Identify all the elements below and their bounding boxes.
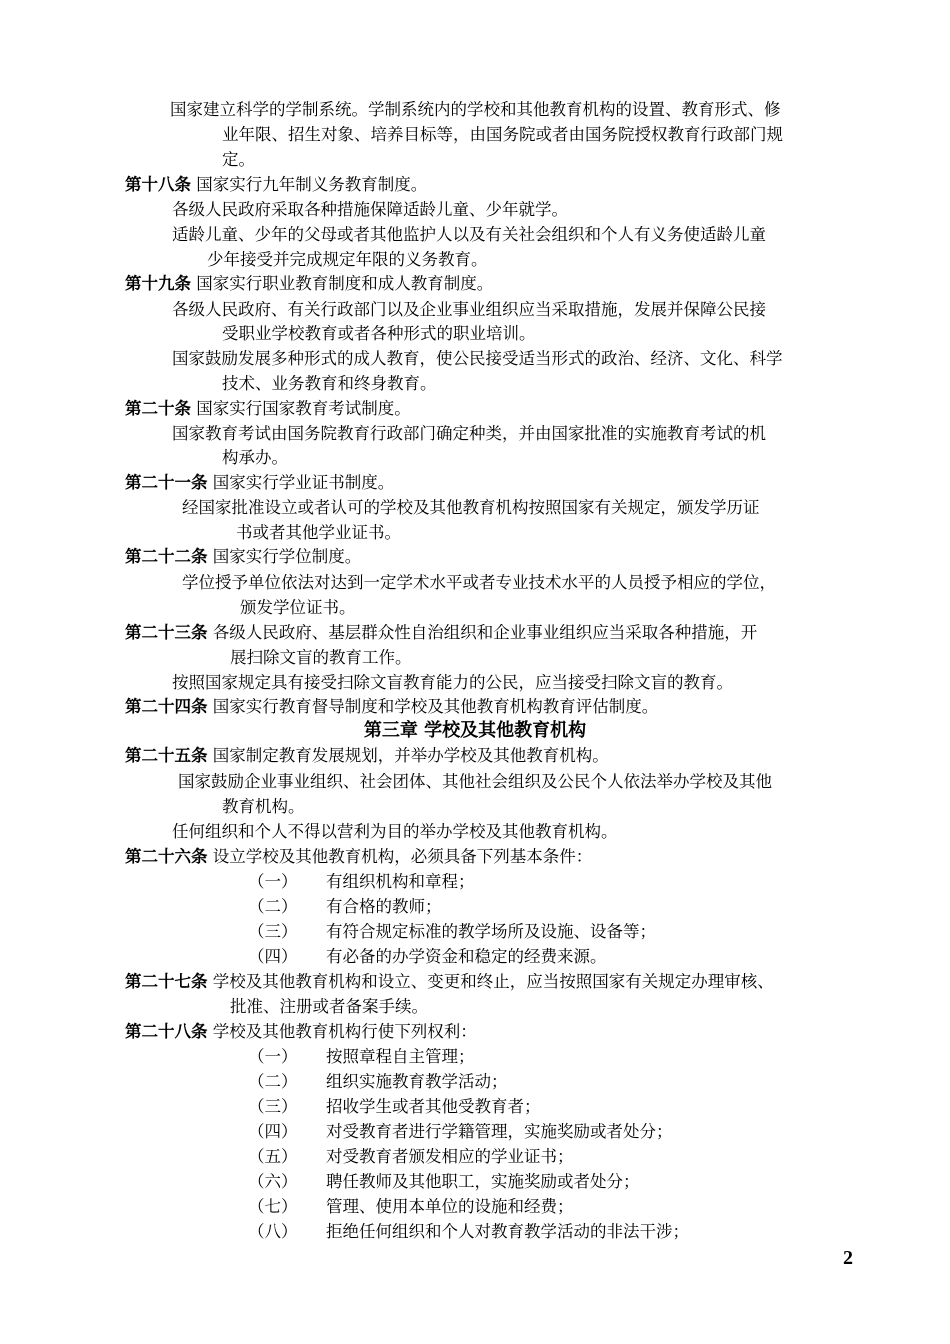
article-heading: 第二十条 — [125, 399, 191, 418]
paragraph-line: 少年接受并完成规定年限的义务教育。 — [207, 250, 488, 269]
article-heading: 第二十七条 — [125, 972, 208, 991]
list-number: （二） — [248, 1072, 298, 1091]
list-text: 有必备的办学资金和稳定的经费来源。 — [326, 947, 607, 966]
paragraph-line: 构承办。 — [222, 448, 288, 467]
article-text: 国家实行教育督导制度和学校及其他教育机构教育评估制度。 — [212, 697, 659, 716]
list-text: 聘任教师及其他职工，实施奖励或者处分； — [326, 1172, 640, 1191]
article-text: 学校及其他教育机构行使下列权利： — [212, 1022, 477, 1041]
article-heading: 第二十五条 — [125, 746, 208, 765]
article-text: 国家实行九年制义务教育制度。 — [196, 175, 428, 194]
paragraph-line: 按照国家规定具有接受扫除文盲教育能力的公民，应当接受扫除文盲的教育。 — [172, 673, 733, 692]
list-number: （五） — [248, 1147, 298, 1166]
article-heading: 第二十四条 — [125, 697, 208, 716]
article-text: 各级人民政府、基层群众性自治组织和企业事业组织应当采取各种措施，开 — [212, 623, 758, 642]
list-item — [248, 1095, 541, 1119]
list-text: 管理、使用本单位的设施和经费； — [326, 1197, 574, 1216]
article-heading: 第二十八条 — [125, 1022, 208, 1041]
list-text: 招收学生或者其他受教育者； — [326, 1097, 541, 1116]
article-heading: 第二十二条 — [125, 547, 208, 566]
list-number: （三） — [248, 922, 298, 941]
list-item — [248, 1120, 673, 1144]
paragraph-line: 任何组织和个人不得以营利为目的举办学校及其他教育机构。 — [172, 822, 618, 841]
list-number: （四） — [248, 947, 298, 966]
list-number: （七） — [248, 1197, 298, 1216]
list-item — [248, 895, 442, 919]
article-heading: 第二十一条 — [125, 473, 208, 492]
list-number: （一） — [248, 1047, 298, 1066]
list-text: 组织实施教育教学活动； — [326, 1072, 508, 1091]
paragraph-line: 教育机构。 — [222, 797, 305, 816]
list-item — [248, 945, 607, 969]
article-20 — [125, 397, 411, 421]
paragraph-line: 经国家批准设立或者认可的学校及其他教育机构按照国家有关规定，颁发学历证 — [182, 498, 760, 517]
paragraph-line: 国家教育考试由国务院教育行政部门确定种类，并由国家批准的实施教育考试的机 — [172, 424, 766, 443]
article-heading: 第十九条 — [125, 274, 191, 293]
article-22 — [125, 545, 361, 569]
article-21 — [125, 471, 394, 495]
list-item — [248, 1070, 508, 1094]
chapter-title: 第三章 学校及其他教育机构 — [363, 720, 587, 741]
paragraph-line: 颁发学位证书。 — [240, 598, 356, 617]
paragraph-line: 学位授予单位依法对达到一定学术水平或者专业技术水平的人员授予相应的学位， — [182, 573, 776, 592]
paragraph-line: 各级人民政府、有关行政部门以及企业事业组织应当采取措施，发展并保障公民接 — [172, 300, 766, 319]
list-number: （三） — [248, 1097, 298, 1116]
article-text: 国家制定教育发展规划，并举办学校及其他教育机构。 — [212, 746, 609, 765]
paragraph-line: 适龄儿童、少年的父母或者其他监护人以及有关社会组织和个人有义务使适龄儿童 — [172, 225, 766, 244]
article-26 — [125, 845, 592, 869]
list-item — [248, 870, 475, 894]
list-number: （四） — [248, 1122, 298, 1141]
paragraph-line: 受职业学校教育或者各种形式的职业培训。 — [222, 324, 536, 343]
article-text: 国家实行学业证书制度。 — [212, 473, 395, 492]
list-item — [248, 1045, 475, 1069]
article-25 — [125, 744, 609, 768]
list-text: 有组织机构和章程； — [326, 872, 475, 891]
list-text: 有符合规定标准的教学场所及设施、设备等； — [326, 922, 656, 941]
paragraph-line: 定。 — [222, 150, 255, 169]
list-item — [248, 1220, 689, 1244]
article-27 — [125, 970, 774, 994]
paragraph-line: 国家建立科学的学制系统。学制系统内的学校和其他教育机构的设置、教育形式、修 — [170, 100, 781, 119]
list-number: （二） — [248, 897, 298, 916]
paragraph-line: 业年限、招生对象、培养目标等，由国务院或者由国务院授权教育行政部门规 — [222, 125, 783, 144]
list-text: 对受教育者进行学籍管理，实施奖励或者处分； — [326, 1122, 673, 1141]
list-text: 拒绝任何组织和个人对教育教学活动的非法干涉； — [326, 1222, 689, 1241]
article-19 — [125, 272, 493, 296]
paragraph-line: 技术、业务教育和终身教育。 — [222, 374, 437, 393]
list-item — [248, 1170, 640, 1194]
article-text: 国家实行学位制度。 — [212, 547, 362, 566]
article-text: 国家实行国家教育考试制度。 — [196, 399, 411, 418]
paragraph-line: 国家鼓励发展多种形式的成人教育，使公民接受适当形式的政治、经济、文化、科学 — [172, 349, 783, 368]
list-text: 按照章程自主管理； — [326, 1047, 475, 1066]
article-heading: 第十八条 — [125, 175, 191, 194]
list-text: 对受教育者颁发相应的学业证书； — [326, 1147, 574, 1166]
list-number: （六） — [248, 1172, 298, 1191]
list-number: （八） — [248, 1222, 298, 1241]
page-number: 2 — [843, 1247, 853, 1269]
article-28 — [125, 1020, 477, 1044]
article-heading: 第二十六条 — [125, 847, 208, 866]
list-number: （一） — [248, 872, 298, 891]
article-text: 国家实行职业教育制度和成人教育制度。 — [196, 274, 494, 293]
paragraph-line: 各级人民政府采取各种措施保障适龄儿童、少年就学。 — [172, 200, 568, 219]
article-23 — [125, 621, 757, 645]
paragraph-line: 国家鼓励企业事业组织、社会团体、其他社会组织及公民个人依法举办学校及其他 — [178, 772, 772, 791]
article-heading: 第二十三条 — [125, 623, 208, 642]
list-item — [248, 1195, 574, 1219]
paragraph-line: 书或者其他学业证书。 — [236, 523, 401, 542]
article-24 — [125, 695, 658, 719]
paragraph-line: 批准、注册或者备案手续。 — [230, 997, 428, 1016]
list-item — [248, 920, 656, 944]
article-text: 设立学校及其他教育机构，必须具备下列基本条件： — [212, 847, 593, 866]
list-item — [248, 1145, 574, 1169]
article-18 — [125, 173, 427, 197]
article-text: 学校及其他教育机构和设立、变更和终止，应当按照国家有关规定办理审核、 — [212, 972, 774, 991]
list-text: 有合格的教师； — [326, 897, 442, 916]
paragraph-line: 展扫除文盲的教育工作。 — [230, 648, 412, 667]
